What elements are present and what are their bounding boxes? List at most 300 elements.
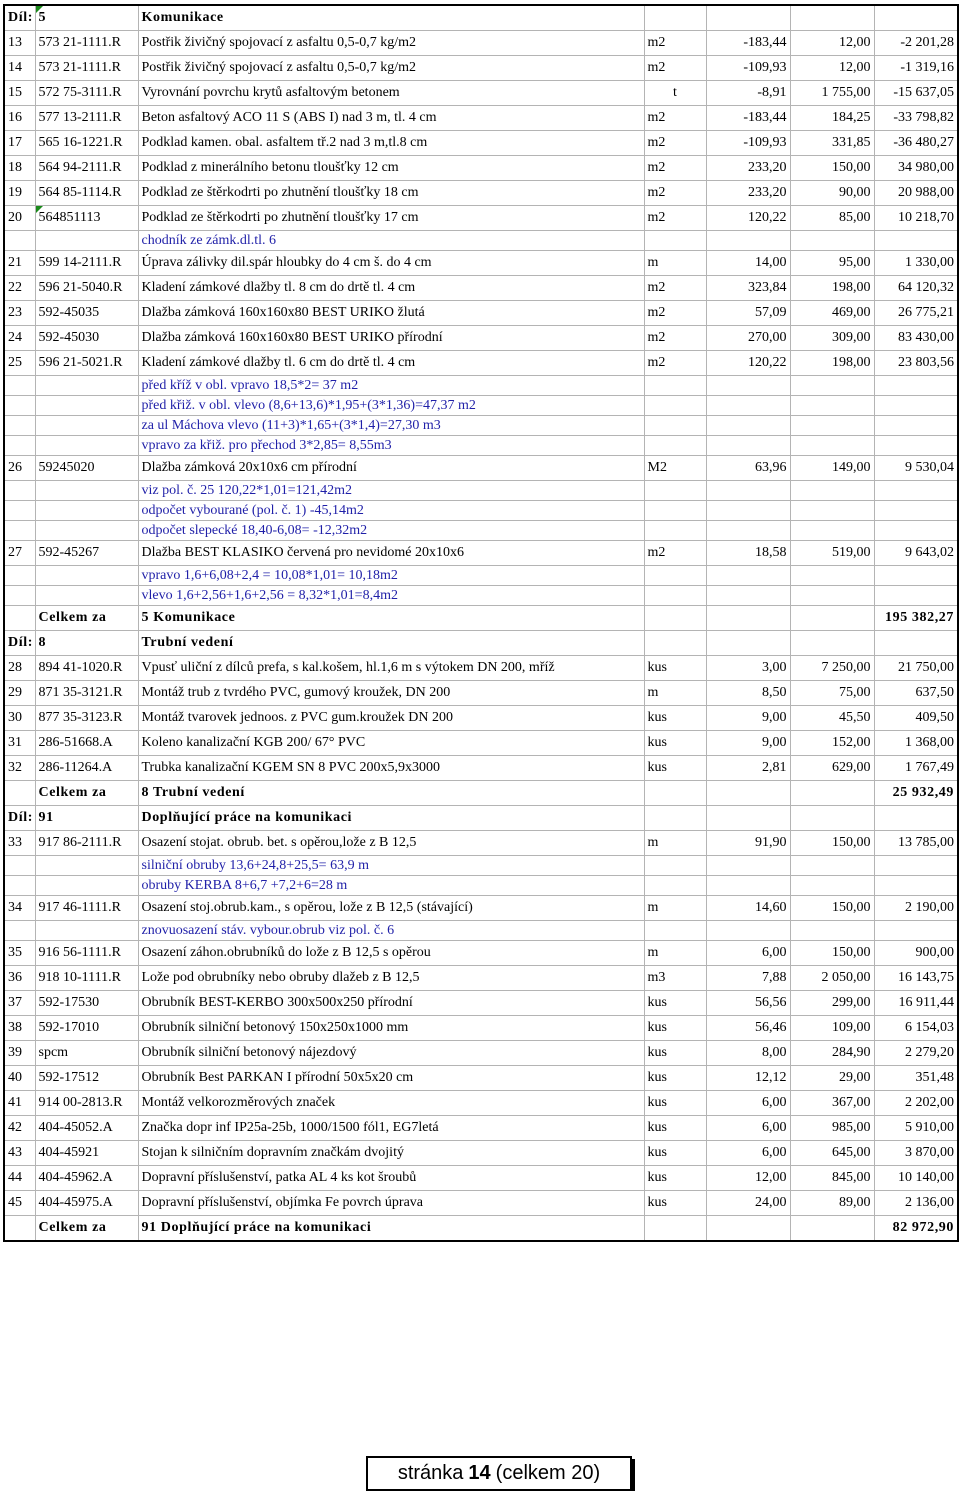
item-total: 34 980,00 — [874, 156, 958, 181]
empty-cell — [644, 231, 706, 251]
item-unit: m — [644, 681, 706, 706]
item-description: Postřik živičný spojovací z asfaltu 0,5-0,7 kg/m2 — [138, 31, 644, 56]
item-number: 33 — [4, 831, 35, 856]
item-code-text: 592-45267 — [38, 545, 100, 560]
section-label — [4, 631, 35, 656]
item-description: Obrubník BEST-KERBO 300x500x250 přírodní — [138, 991, 644, 1016]
empty-cell — [706, 606, 790, 631]
item-quantity: 120,22 — [706, 206, 790, 231]
item-number: 16 — [4, 106, 35, 131]
item-quantity: -183,44 — [706, 31, 790, 56]
item-unit-price: 12,00 — [790, 31, 874, 56]
item-total: -1 319,16 — [874, 56, 958, 81]
item-quantity: 9,00 — [706, 706, 790, 731]
empty-cell — [874, 436, 958, 456]
item-unit-price: 45,50 — [790, 706, 874, 731]
item-total: 64 120,32 — [874, 276, 958, 301]
item-description: Podklad kamen. obal. asfaltem tř.2 nad 3 m,tl.8 cm — [138, 131, 644, 156]
empty-cell — [644, 606, 706, 631]
empty-cell — [874, 586, 958, 606]
empty-cell — [874, 416, 958, 436]
item-total: 1 330,00 — [874, 251, 958, 276]
empty-cell — [4, 921, 35, 941]
item-description: Kladení zámkové dlažby tl. 6 cm do drtě tl. 4 cm — [138, 351, 644, 376]
item-number: 13 — [4, 31, 35, 56]
item-total: 26 775,21 — [874, 301, 958, 326]
empty-cell — [644, 501, 706, 521]
table-row — [4, 1141, 958, 1166]
section-total-value: 82 972,90 — [874, 1216, 958, 1242]
item-total: 9 643,02 — [874, 541, 958, 566]
item-total: 6 154,03 — [874, 1016, 958, 1041]
item-total: 3 870,00 — [874, 1141, 958, 1166]
item-code — [35, 656, 138, 681]
item-unit-price: 284,90 — [790, 1041, 874, 1066]
item-number: 32 — [4, 756, 35, 781]
empty-cell — [4, 586, 35, 606]
item-unit: m2 — [644, 301, 706, 326]
item-unit: kus — [644, 1166, 706, 1191]
item-code — [35, 156, 138, 181]
table-row — [4, 456, 958, 481]
item-description: Značka dopr inf IP25a-25b, 1000/1500 fól1, EG7letá — [138, 1116, 644, 1141]
empty-cell — [35, 586, 138, 606]
item-note: před kříž v obl. vpravo 18,5*2= 37 m2 — [138, 376, 644, 396]
dil-label: Díl: — [8, 635, 33, 650]
note-row — [4, 921, 958, 941]
item-unit: m2 — [644, 206, 706, 231]
item-unit-price: 150,00 — [790, 831, 874, 856]
empty-cell — [790, 631, 874, 656]
item-code — [35, 681, 138, 706]
item-quantity: 6,00 — [706, 1141, 790, 1166]
note-row — [4, 416, 958, 436]
empty-cell — [874, 231, 958, 251]
empty-cell — [35, 436, 138, 456]
item-unit-price: 1 755,00 — [790, 81, 874, 106]
table-row — [4, 706, 958, 731]
item-unit: kus — [644, 991, 706, 1016]
item-unit-price: 75,00 — [790, 681, 874, 706]
item-unit: m3 — [644, 966, 706, 991]
item-code-text: 592-17512 — [38, 1070, 100, 1085]
item-code-text: 565 16-1221.R — [38, 135, 123, 150]
item-code-text: 871 35-3121.R — [38, 685, 123, 700]
note-row — [4, 566, 958, 586]
item-number: 30 — [4, 706, 35, 731]
empty-cell — [644, 416, 706, 436]
item-number: 26 — [4, 456, 35, 481]
section-number — [35, 5, 138, 31]
section-name: Doplňující práce na komunikaci — [138, 806, 644, 831]
item-code-text: 404-45052.A — [38, 1120, 113, 1135]
item-note: obruby KERBA 8+6,7 +7,2+6=28 m — [138, 876, 644, 896]
empty-cell — [644, 631, 706, 656]
item-code-text: 286-11264.A — [38, 760, 113, 775]
item-number: 28 — [4, 656, 35, 681]
item-number: 35 — [4, 941, 35, 966]
item-code — [35, 831, 138, 856]
empty-cell — [4, 501, 35, 521]
empty-cell — [644, 521, 706, 541]
empty-cell — [644, 876, 706, 896]
item-code-text: 286-51668.A — [38, 735, 113, 750]
empty-cell — [644, 566, 706, 586]
empty-cell — [644, 396, 706, 416]
item-description: Podklad z minerálního betonu tloušťky 12 cm — [138, 156, 644, 181]
item-quantity: 270,00 — [706, 326, 790, 351]
item-code — [35, 756, 138, 781]
item-unit-price: 985,00 — [790, 1116, 874, 1141]
empty-cell — [874, 5, 958, 31]
empty-cell — [790, 856, 874, 876]
item-number: 14 — [4, 56, 35, 81]
item-number: 20 — [4, 206, 35, 231]
empty-cell — [790, 521, 874, 541]
item-unit: m — [644, 941, 706, 966]
item-description: Montáž tvarovek jednoos. z PVC gum.kroužek DN 200 — [138, 706, 644, 731]
empty-cell — [706, 481, 790, 501]
item-number: 34 — [4, 896, 35, 921]
item-description: Beton asfaltový ACO 11 S (ABS I) nad 3 m, tl. 4 cm — [138, 106, 644, 131]
empty-cell — [706, 631, 790, 656]
item-code — [35, 181, 138, 206]
empty-cell — [706, 806, 790, 831]
item-description: Obrubník Best PARKAN I přírodní 50x5x20 cm — [138, 1066, 644, 1091]
section-total-value: 25 932,49 — [874, 781, 958, 806]
item-number: 38 — [4, 1016, 35, 1041]
empty-cell — [790, 481, 874, 501]
item-unit-price: 309,00 — [790, 326, 874, 351]
empty-cell — [35, 501, 138, 521]
item-quantity: 233,20 — [706, 181, 790, 206]
item-code — [35, 1141, 138, 1166]
item-unit-price: 198,00 — [790, 276, 874, 301]
item-code — [35, 541, 138, 566]
empty-cell — [35, 566, 138, 586]
item-code — [35, 1016, 138, 1041]
item-quantity: -109,93 — [706, 56, 790, 81]
item-code-text: 404-45975.A — [38, 1195, 113, 1210]
item-unit: kus — [644, 1041, 706, 1066]
dil-label: Díl: — [8, 10, 33, 25]
item-quantity: 323,84 — [706, 276, 790, 301]
empty-cell — [874, 376, 958, 396]
item-quantity: -183,44 — [706, 106, 790, 131]
item-code-text: 917 46-1111.R — [38, 900, 121, 915]
item-description: Osazení záhon.obrubníků do lože z B 12,5 s opěrou — [138, 941, 644, 966]
item-code-text: 59245020 — [38, 460, 95, 475]
item-unit-price: 519,00 — [790, 541, 874, 566]
empty-cell — [35, 876, 138, 896]
item-total: -36 480,27 — [874, 131, 958, 156]
item-code — [35, 81, 138, 106]
item-code-text: 599 14-2111.R — [38, 255, 122, 270]
item-number: 41 — [4, 1091, 35, 1116]
section-name: Komunikace — [138, 5, 644, 31]
item-unit: m2 — [644, 31, 706, 56]
item-quantity: 56,46 — [706, 1016, 790, 1041]
item-code — [35, 941, 138, 966]
section-number: 91 — [35, 806, 138, 831]
table-row — [4, 656, 958, 681]
item-code-text: 592-17530 — [38, 995, 100, 1010]
section-header-row — [4, 5, 958, 31]
empty-cell — [644, 856, 706, 876]
empty-cell — [790, 376, 874, 396]
item-unit: m — [644, 831, 706, 856]
empty-cell — [706, 921, 790, 941]
item-quantity: 3,00 — [706, 656, 790, 681]
item-unit: kus — [644, 706, 706, 731]
item-quantity: 24,00 — [706, 1191, 790, 1216]
empty-cell — [874, 631, 958, 656]
page-counter — [366, 1456, 632, 1491]
item-quantity: 6,00 — [706, 941, 790, 966]
empty-cell — [790, 781, 874, 806]
empty-cell — [790, 5, 874, 31]
item-total: 16 911,44 — [874, 991, 958, 1016]
empty-cell — [706, 231, 790, 251]
item-code — [35, 276, 138, 301]
item-quantity: 8,50 — [706, 681, 790, 706]
item-unit-price: 12,00 — [790, 56, 874, 81]
empty-cell — [706, 1216, 790, 1242]
item-number: 23 — [4, 301, 35, 326]
table-row — [4, 991, 958, 1016]
empty-cell — [790, 806, 874, 831]
empty-cell — [706, 586, 790, 606]
table-row — [4, 1041, 958, 1066]
item-unit-price: 152,00 — [790, 731, 874, 756]
item-total: 23 803,56 — [874, 351, 958, 376]
item-unit-price: 150,00 — [790, 896, 874, 921]
empty-cell — [35, 481, 138, 501]
empty-cell — [790, 566, 874, 586]
table-row — [4, 941, 958, 966]
empty-cell — [706, 416, 790, 436]
item-unit: m2 — [644, 106, 706, 131]
empty-cell — [874, 566, 958, 586]
item-total: 2 202,00 — [874, 1091, 958, 1116]
note-row — [4, 436, 958, 456]
item-unit-price: 629,00 — [790, 756, 874, 781]
item-unit-price: 645,00 — [790, 1141, 874, 1166]
empty-cell — [706, 501, 790, 521]
item-code-text: 916 56-1111.R — [38, 945, 121, 960]
item-note: vpravo 1,6+6,08+2,4 = 10,08*1,01= 10,18m2 — [138, 566, 644, 586]
section-total-label: Celkem za — [35, 606, 138, 631]
empty-cell — [35, 921, 138, 941]
item-unit: kus — [644, 1191, 706, 1216]
item-number: 22 — [4, 276, 35, 301]
item-number: 45 — [4, 1191, 35, 1216]
item-unit: kus — [644, 731, 706, 756]
table-row — [4, 206, 958, 231]
item-total: -2 201,28 — [874, 31, 958, 56]
empty-cell — [706, 521, 790, 541]
table-row — [4, 681, 958, 706]
table-row — [4, 301, 958, 326]
table-row — [4, 731, 958, 756]
item-quantity: 14,00 — [706, 251, 790, 276]
section-number: 8 — [35, 631, 138, 656]
table-row — [4, 1166, 958, 1191]
empty-cell — [706, 436, 790, 456]
table-row — [4, 1016, 958, 1041]
item-code-text: 917 86-2111.R — [38, 835, 122, 850]
section-total-row — [4, 606, 958, 631]
note-row — [4, 876, 958, 896]
empty-cell — [790, 416, 874, 436]
item-description: Vyrovnání povrchu krytů asfaltovým betonem — [138, 81, 644, 106]
item-quantity: 12,00 — [706, 1166, 790, 1191]
item-code-text: 592-17010 — [38, 1020, 100, 1035]
empty-cell — [4, 436, 35, 456]
item-note: chodník ze zámk.dl.tl. 6 — [138, 231, 644, 251]
item-quantity: 233,20 — [706, 156, 790, 181]
item-total: 13 785,00 — [874, 831, 958, 856]
item-quantity: 8,00 — [706, 1041, 790, 1066]
section-total-name: 91 Doplňující práce na komunikaci — [138, 1216, 644, 1242]
table-row — [4, 156, 958, 181]
item-description: Obrubník silniční betonový nájezdový — [138, 1041, 644, 1066]
item-number: 40 — [4, 1066, 35, 1091]
item-note: odpočet slepecké 18,40-6,08= -12,32m2 — [138, 521, 644, 541]
item-unit: m — [644, 251, 706, 276]
item-code — [35, 1091, 138, 1116]
section-total-value: 195 382,27 — [874, 606, 958, 631]
empty-cell — [4, 781, 35, 806]
item-unit: kus — [644, 1116, 706, 1141]
item-code — [35, 966, 138, 991]
empty-cell — [790, 1216, 874, 1242]
empty-cell — [874, 481, 958, 501]
empty-cell — [790, 231, 874, 251]
empty-cell — [644, 376, 706, 396]
item-quantity: 6,00 — [706, 1116, 790, 1141]
item-code — [35, 301, 138, 326]
item-number: 19 — [4, 181, 35, 206]
item-number: 18 — [4, 156, 35, 181]
item-quantity: 7,88 — [706, 966, 790, 991]
empty-cell — [644, 921, 706, 941]
table-row — [4, 1091, 958, 1116]
note-row — [4, 481, 958, 501]
item-code — [35, 1166, 138, 1191]
item-unit: t — [644, 81, 706, 106]
item-total: 2 279,20 — [874, 1041, 958, 1066]
table-row — [4, 896, 958, 921]
section-total-label: Celkem za — [35, 1216, 138, 1242]
item-unit: M2 — [644, 456, 706, 481]
empty-cell — [644, 436, 706, 456]
table-row — [4, 251, 958, 276]
table-row — [4, 131, 958, 156]
empty-cell — [874, 521, 958, 541]
item-unit-price: 149,00 — [790, 456, 874, 481]
item-code-text: 592-45035 — [38, 305, 100, 320]
item-code-text: 573 21-1111.R — [38, 60, 121, 75]
item-unit-price: 299,00 — [790, 991, 874, 1016]
empty-cell — [706, 781, 790, 806]
dil-label: Díl: — [8, 810, 33, 825]
item-quantity: 6,00 — [706, 1091, 790, 1116]
item-total: 20 988,00 — [874, 181, 958, 206]
item-description: Dlažba zámková 160x160x80 BEST URIKO přírodní — [138, 326, 644, 351]
item-code — [35, 1041, 138, 1066]
item-quantity: -109,93 — [706, 131, 790, 156]
empty-cell — [790, 606, 874, 631]
empty-cell — [4, 566, 35, 586]
item-unit-price: 90,00 — [790, 181, 874, 206]
item-total: 900,00 — [874, 941, 958, 966]
item-unit-price: 85,00 — [790, 206, 874, 231]
item-description: Lože pod obrubníky nebo obruby dlažeb z B 12,5 — [138, 966, 644, 991]
item-unit: m2 — [644, 156, 706, 181]
item-total: 409,50 — [874, 706, 958, 731]
empty-cell — [790, 586, 874, 606]
item-unit-price: 198,00 — [790, 351, 874, 376]
note-row — [4, 231, 958, 251]
item-code — [35, 1191, 138, 1216]
section-total-row — [4, 781, 958, 806]
item-code — [35, 106, 138, 131]
item-unit: m2 — [644, 56, 706, 81]
section-header-row — [4, 806, 958, 831]
empty-cell — [4, 1216, 35, 1242]
item-code — [35, 31, 138, 56]
item-number: 39 — [4, 1041, 35, 1066]
item-unit-price: 2 050,00 — [790, 966, 874, 991]
item-total: 5 910,00 — [874, 1116, 958, 1141]
item-unit-price: 367,00 — [790, 1091, 874, 1116]
item-unit-price: 150,00 — [790, 156, 874, 181]
item-description: Osazení stojat. obrub. bet. s opěrou,lože z B 12,5 — [138, 831, 644, 856]
section-total-label: Celkem za — [35, 781, 138, 806]
item-total: 637,50 — [874, 681, 958, 706]
empty-cell — [644, 586, 706, 606]
item-description: Montáž trub z tvrdého PVC, gumový kroužek, DN 200 — [138, 681, 644, 706]
item-code — [35, 896, 138, 921]
empty-cell — [4, 481, 35, 501]
table-row — [4, 81, 958, 106]
empty-cell — [35, 416, 138, 436]
item-unit-price: 150,00 — [790, 941, 874, 966]
item-description: Úprava zálivky dil.spár hloubky do 4 cm š. do 4 cm — [138, 251, 644, 276]
item-total: 9 530,04 — [874, 456, 958, 481]
empty-cell — [4, 416, 35, 436]
item-note: vlevo 1,6+2,56+1,6+2,56 = 8,32*1,01=8,4m2 — [138, 586, 644, 606]
item-description: Dlažba BEST KLASIKO červená pro nevidomé 20x10x6 — [138, 541, 644, 566]
item-quantity: 56,56 — [706, 991, 790, 1016]
empty-cell — [35, 231, 138, 251]
item-unit: kus — [644, 656, 706, 681]
page-counter-total: (celkem 20) — [495, 1462, 601, 1484]
note-row — [4, 586, 958, 606]
note-row — [4, 856, 958, 876]
empty-cell — [644, 1216, 706, 1242]
item-quantity: 14,60 — [706, 896, 790, 921]
item-total: 21 750,00 — [874, 656, 958, 681]
item-code — [35, 251, 138, 276]
empty-cell — [4, 606, 35, 631]
item-code — [35, 206, 138, 231]
empty-cell — [35, 376, 138, 396]
empty-cell — [874, 396, 958, 416]
item-unit: kus — [644, 756, 706, 781]
item-unit: m2 — [644, 351, 706, 376]
